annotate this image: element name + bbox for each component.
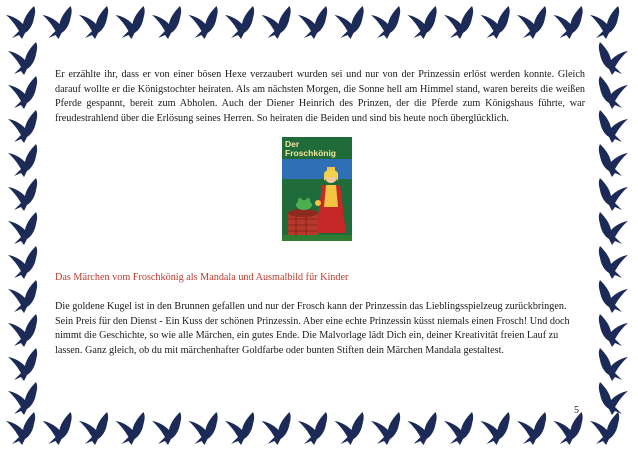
swallow-bird-icon — [8, 348, 37, 381]
swallow-bird-icon — [599, 314, 628, 347]
story-content — [55, 68, 585, 126]
swallow-bird-icon — [444, 412, 473, 445]
swallow-bird-icon — [335, 412, 364, 445]
swallow-border-right-icon — [592, 36, 636, 416]
swallow-bird-icon — [225, 412, 254, 445]
swallow-bird-icon — [8, 42, 37, 75]
swallow-bird-icon — [43, 412, 72, 445]
swallow-bird-icon — [8, 382, 37, 415]
swallow-bird-icon — [79, 412, 108, 445]
border-bottom — [0, 408, 638, 448]
swallow-bird-icon — [481, 412, 510, 445]
swallow-bird-icon — [8, 178, 37, 211]
swallow-bird-icon — [554, 412, 583, 445]
swallow-border-left-icon — [2, 36, 46, 416]
swallow-bird-icon — [408, 6, 437, 39]
swallow-bird-icon — [8, 144, 37, 177]
swallow-bird-icon — [599, 76, 628, 109]
swallow-bird-icon — [189, 6, 218, 39]
swallow-bird-icon — [152, 6, 181, 39]
swallow-bird-icon — [408, 412, 437, 445]
swallow-bird-icon — [262, 6, 291, 39]
swallow-bird-icon — [590, 412, 619, 445]
swallow-bird-icon — [298, 412, 327, 445]
swallow-bird-icon — [599, 212, 628, 245]
swallow-bird-icon — [6, 6, 35, 39]
swallow-bird-icon — [8, 212, 37, 245]
border-top — [0, 2, 638, 42]
swallow-border-top-icon — [0, 2, 638, 42]
description-paragraph: Die goldene Kugel ist in den Brunnen gefallen und nur der Frosch kann der Prinzessin das Lieblingsspielzeug zurückbringen. Sein Preis für den Dienst - Ein Kuss der schönen Prinzessin. Aber eine echte Prinzessin küsst niemals einen Frosch! Und doch nimmt die Geschichte, so wie alle Märchen, ein gutes Ende. Die Malvorlage lädt Dich ein, deiner Kreativität freien Lauf zu lassen. Ganz gleich, ob du mit märchenhafter Goldfarbe oder bunten Stiften dein Märchen Mandala gestaltest. — [55, 301, 570, 356]
swallow-bird-icon — [189, 412, 218, 445]
swallow-border-bottom-icon — [0, 408, 638, 448]
froschkoenig-illustration-icon — [282, 137, 352, 241]
swallow-bird-icon — [517, 412, 546, 445]
swallow-bird-icon — [599, 42, 628, 75]
swallow-bird-icon — [8, 246, 37, 279]
swallow-bird-icon — [8, 314, 37, 347]
swallow-bird-icon — [8, 76, 37, 109]
border-left — [2, 36, 46, 416]
swallow-bird-icon — [225, 6, 254, 39]
swallow-bird-icon — [590, 6, 619, 39]
swallow-bird-icon — [444, 6, 473, 39]
swallow-bird-icon — [599, 110, 628, 143]
swallow-bird-icon — [481, 6, 510, 39]
swallow-bird-icon — [116, 412, 145, 445]
swallow-bird-icon — [152, 412, 181, 445]
swallow-bird-icon — [599, 348, 628, 381]
swallow-bird-icon — [371, 412, 400, 445]
swallow-bird-icon — [298, 6, 327, 39]
page-number: 5 — [574, 405, 579, 416]
book-cover-image — [282, 137, 352, 241]
swallow-bird-icon — [554, 6, 583, 39]
swallow-bird-icon — [43, 6, 72, 39]
swallow-bird-icon — [8, 280, 37, 313]
swallow-bird-icon — [599, 144, 628, 177]
book-cover-title-line2: Froschkönig — [285, 148, 337, 158]
border-right — [592, 36, 636, 416]
swallow-bird-icon — [371, 6, 400, 39]
swallow-bird-icon — [599, 246, 628, 279]
swallow-bird-icon — [599, 382, 628, 415]
swallow-bird-icon — [262, 412, 291, 445]
swallow-bird-icon — [335, 6, 364, 39]
story-paragraph: Er erzählte ihr, dass er von einer bösen Hexe verzaubert wurden sei und nur von der Prinzessin erlöst werden konnte. Gleich darauf wollte er die Königstochter heiraten. Als am nächsten Morgen, die Sonne hell am Himmel stand, waren bereits die weißen Pferde gespannt, bereit zum Abholen. Auch der Diener Heinrich des Prinzen, der die Pferde zum Königshaus führte, war freudestrahlend über die Erlösung seines Herren. So heiraten die Beiden und sind bis heute noch überglücklich. — [55, 69, 585, 124]
swallow-bird-icon — [599, 280, 628, 313]
swallow-bird-icon — [8, 110, 37, 143]
swallow-bird-icon — [116, 6, 145, 39]
swallow-bird-icon — [79, 6, 108, 39]
book-cover-title-line1: Der — [285, 139, 300, 149]
section-heading: Das Märchen vom Froschkönig als Mandala und Ausmalbild für Kinder — [55, 272, 349, 283]
swallow-bird-icon — [6, 412, 35, 445]
swallow-bird-icon — [599, 178, 628, 211]
swallow-bird-icon — [517, 6, 546, 39]
